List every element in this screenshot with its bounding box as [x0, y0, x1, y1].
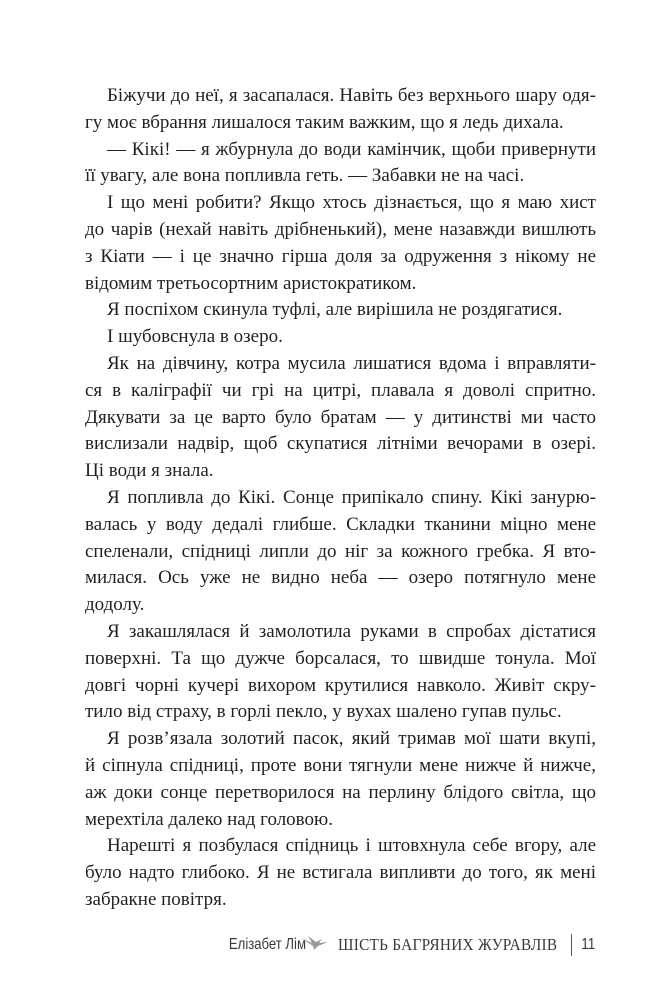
page-number: 11 — [581, 936, 596, 953]
text-line: з Кіати — і це значно гірша доля за одруження з нікому не — [85, 245, 596, 267]
text-line: аж доки сонце перетворилося на перлину блідого світла, що — [85, 781, 596, 803]
text-line: Я розв’язала золотий пасок, який тримав мої шати вкупі, — [107, 728, 596, 750]
paragraph — [85, 726, 596, 833]
text-line: відомим третьосортним аристократиком. — [85, 272, 417, 294]
text-line: Ці води я знала. — [85, 460, 214, 482]
text-line: І що мені робити? Якщо хтось дізнається, що я маю хист — [107, 192, 596, 214]
text-line: Я попливла до Кікі. Сонце припікало спину. Кікі занурю- — [107, 486, 596, 508]
book-title: ШІСТЬ БАГРЯНИХ ЖУРАВЛІВ — [337, 935, 558, 954]
paragraph — [85, 619, 596, 726]
paragraph — [85, 351, 596, 485]
text-line: Біжучи до неї, я засапалася. Навіть без верхнього шару одя- — [107, 85, 596, 106]
text-line: Як на дівчину, котра мусила лишатися вдома і вправляти- — [107, 352, 596, 374]
paragraph — [85, 485, 596, 619]
text-line: гу моє вбрання лишалося таким важким, що я ледь дихала. — [85, 111, 564, 133]
text-line: мерехтіла далеко над головою. — [85, 808, 333, 830]
text-line: спеленали, спідниці липли до ніг за кожного гребка. Я вто- — [85, 540, 596, 562]
text-line: Дякувати за це варто було братам — у дитинстві ми часто — [85, 406, 596, 428]
text-line: валась у воду дедалі глибше. Складки тканини міцно мене — [85, 513, 596, 535]
text-line: довгі чорні кучері вихором крутилися навколо. Живіт скру- — [85, 674, 596, 696]
paragraph — [85, 297, 596, 324]
paragraph — [85, 324, 596, 351]
text-line: ся в каліграфії чи грі на цитрі, плавала я доволі спритно. — [85, 379, 596, 401]
text-line: додолу. — [85, 594, 145, 616]
author-name: Елізабет Лім — [228, 936, 306, 953]
text-line: до чарів (нехай навіть дрібненький), мене назавжди вишлють — [85, 218, 596, 240]
text-line: милася. Ось уже не видно неба — озеро потягнуло мене — [85, 567, 596, 589]
paragraph — [85, 83, 596, 137]
text-line: тило від страху, в горлі пекло, у вухах шалено гупав пульс. — [85, 701, 562, 723]
text-line: поверхні. Та що дужче борсалася, то швидше тонула. Мої — [85, 647, 596, 669]
text-line: було надто глибоко. Я не встигала випливти до того, як мені — [85, 862, 596, 884]
running-footer — [212, 931, 597, 959]
text-line: Я поспіхом скинула туфлі, але вирішила не роздягатися. — [107, 299, 563, 321]
paragraph — [85, 833, 596, 913]
book-page-body — [85, 83, 596, 914]
text-line: її увагу, але вона попливла геть. — Забавки не на часі. — [85, 165, 525, 187]
text-line: Я закашлялася й замолотила руками в спробах дістатися — [107, 620, 596, 642]
text-line: вислизали надвір, щоб скупатися літніми вечорами в озері. — [85, 433, 596, 455]
text-line: — Кікі! — я жбурнула до води камінчик, щоби привернути — [107, 138, 596, 160]
text-line: І шубовснула в озеро. — [107, 326, 283, 348]
text-line: забракне повітря. — [85, 888, 227, 910]
paragraph — [85, 190, 596, 297]
footer-divider — [571, 934, 572, 956]
paragraph — [85, 137, 596, 191]
text-line: й сіпнула спідниці, проте вони тягнули мене нижче й нижче, — [85, 754, 596, 776]
text-line: Нарешті я позбулася спідниць і штовхнула себе вгору, але — [107, 835, 596, 857]
